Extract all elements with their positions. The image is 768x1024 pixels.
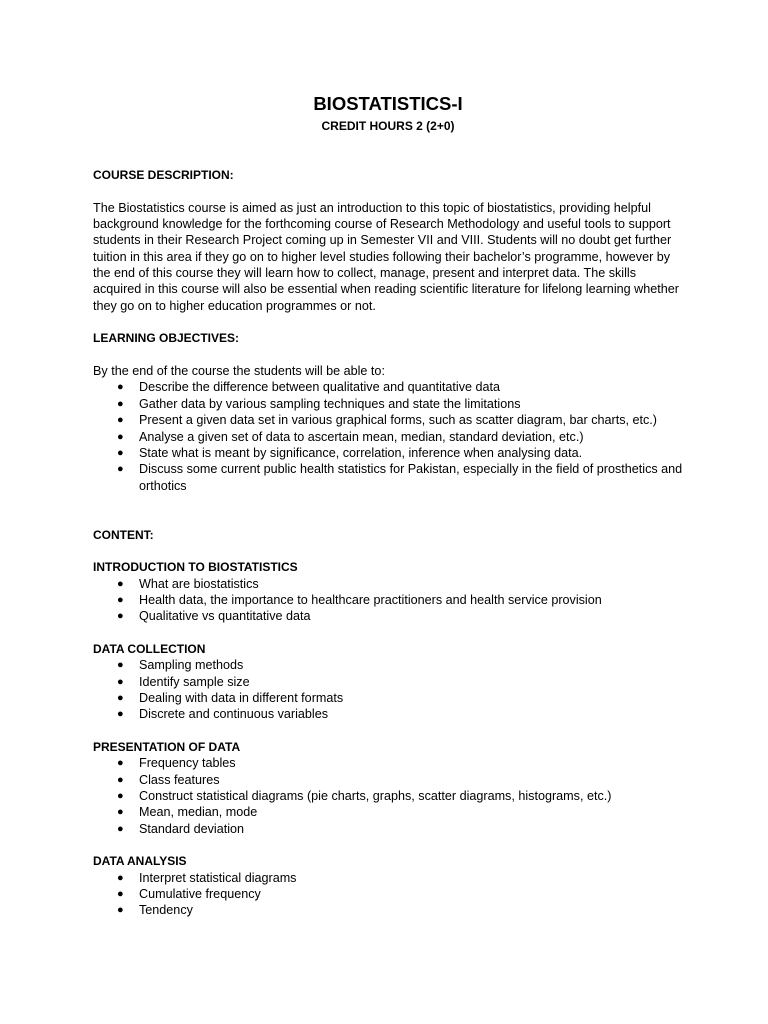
document-page (93, 90, 683, 919)
bullet-icon: ● (117, 822, 124, 835)
list-item (93, 821, 683, 837)
spacer (93, 837, 683, 853)
list-item (93, 412, 683, 428)
list-item-text: State what is meant by significance, correlation, inference when analysing data. (139, 445, 583, 460)
list-item (93, 674, 683, 690)
bullet-icon: ● (117, 610, 124, 623)
bullet-icon: ● (117, 888, 124, 901)
bullet-icon: ● (117, 806, 124, 819)
list-item (93, 657, 683, 673)
list-item-text: Cumulative frequency (139, 887, 261, 902)
bullet-icon: ● (117, 446, 124, 459)
credit-hours: CREDIT HOURS 2 (2+0) (321, 119, 455, 133)
list-item-text: Analyse a given set of data to ascertain mean, median, standard deviation, etc.) (139, 429, 584, 444)
bullet-icon: ● (117, 577, 124, 590)
spacer (93, 723, 683, 739)
spacer (93, 625, 683, 641)
list-item-text: Dealing with data in different formats (139, 691, 344, 705)
list-item (93, 772, 683, 788)
spacer (93, 543, 683, 559)
list-item (93, 788, 683, 804)
course-description-text: The Biostatistics course is aimed as just an introduction to this topic of biostatistics, providing helpful background knowledge for the forthcoming course of Research Methodology and useful tools to support students in their Research Project coming up in Semester VII and VIII. Students will no doubt get further tuition in this area if they go on to higher level studies following their bachelor’s programme, however by the end of this course they will learn how to collect, manage, present and interpret data. The skills acquired in this course will also be essential when reading scientific literature for lifelong learning whether they go on to higher education programmes or not. (93, 200, 679, 313)
bullet-icon: ● (117, 430, 124, 443)
list-item-text: Gather data by various sampling techniques and state the limitations (139, 396, 521, 411)
section-list-data-collection (93, 657, 683, 722)
list-item-text: Interpret statistical diagrams (139, 870, 297, 885)
list-item-text: Health data, the importance to healthcare practitioners and health service provision (139, 592, 602, 607)
list-item (93, 608, 683, 624)
list-item (93, 592, 683, 608)
bullet-icon: ● (117, 414, 124, 427)
section-list-introduction (93, 576, 683, 625)
list-item (93, 902, 683, 918)
list-item-text: Discuss some current public health statistics for Pakistan, especially in the field of prosthetics and orthotics (139, 462, 683, 493)
list-item-text: What are biostatistics (139, 576, 259, 591)
list-item (93, 870, 683, 886)
bullet-icon: ● (117, 757, 124, 770)
list-item-text: Standard deviation (139, 821, 245, 836)
course-description-heading: COURSE DESCRIPTION: (93, 168, 234, 182)
section-list-presentation (93, 755, 683, 837)
learning-objectives-list (93, 379, 683, 493)
section-title-introduction: INTRODUCTION TO BIOSTATISTICS (93, 560, 298, 575)
spacer (93, 494, 683, 527)
list-item-text: Construct statistical diagrams (pie charts, graphs, scatter diagrams, histograms, etc.) (139, 789, 612, 804)
content-heading: CONTENT: (93, 527, 154, 542)
bullet-icon: ● (117, 675, 124, 688)
section-list-data-analysis (93, 870, 683, 919)
list-item-text: Frequency tables (139, 756, 236, 771)
spacer (93, 183, 683, 199)
list-item (93, 576, 683, 592)
list-item-text: Describe the difference between qualitative and quantitative data (139, 380, 501, 395)
bullet-icon: ● (117, 790, 124, 803)
list-item (93, 804, 683, 820)
list-item-text: Identify sample size (139, 674, 250, 689)
bullet-icon: ● (117, 904, 124, 917)
spacer (93, 134, 683, 167)
list-item (93, 429, 683, 445)
bullet-icon: ● (117, 773, 124, 786)
bullet-icon: ● (117, 692, 124, 704)
learning-objectives-intro: By the end of the course the students will be able to: (93, 364, 385, 379)
list-item (93, 379, 683, 395)
list-item (93, 396, 683, 412)
list-item (93, 690, 683, 706)
bullet-icon: ● (117, 871, 124, 884)
list-item-text: Qualitative vs quantitative data (139, 609, 311, 624)
section-title-data-analysis: DATA ANALYSIS (93, 854, 187, 869)
list-item (93, 461, 683, 494)
learning-objectives-heading: LEARNING OBJECTIVES: (93, 331, 240, 346)
list-item-text: Present a given data set in various graphical forms, such as scatter diagram, bar charts, etc.) (139, 413, 657, 428)
list-item (93, 755, 683, 771)
list-item (93, 445, 683, 461)
spacer (93, 347, 683, 363)
bullet-icon: ● (117, 708, 124, 721)
list-item-text: Mean, median, mode (139, 805, 258, 820)
list-item-text: Sampling methods (139, 658, 244, 673)
list-item-text: Class features (139, 772, 220, 787)
bullet-icon: ● (117, 659, 124, 672)
list-item (93, 706, 683, 722)
spacer (93, 314, 683, 330)
bullet-icon: ● (117, 593, 124, 606)
bullet-icon: ● (117, 397, 124, 410)
list-item-text: Discrete and continuous variables (139, 707, 329, 722)
list-item-text: Tendency (139, 903, 193, 918)
document-title: BIOSTATISTICS-I (313, 93, 463, 114)
bullet-icon: ● (117, 463, 124, 476)
section-title-presentation: PRESENTATION OF DATA (93, 740, 241, 755)
section-title-data-collection: DATA COLLECTION (93, 641, 206, 656)
bullet-icon: ● (117, 381, 124, 394)
list-item (93, 886, 683, 902)
